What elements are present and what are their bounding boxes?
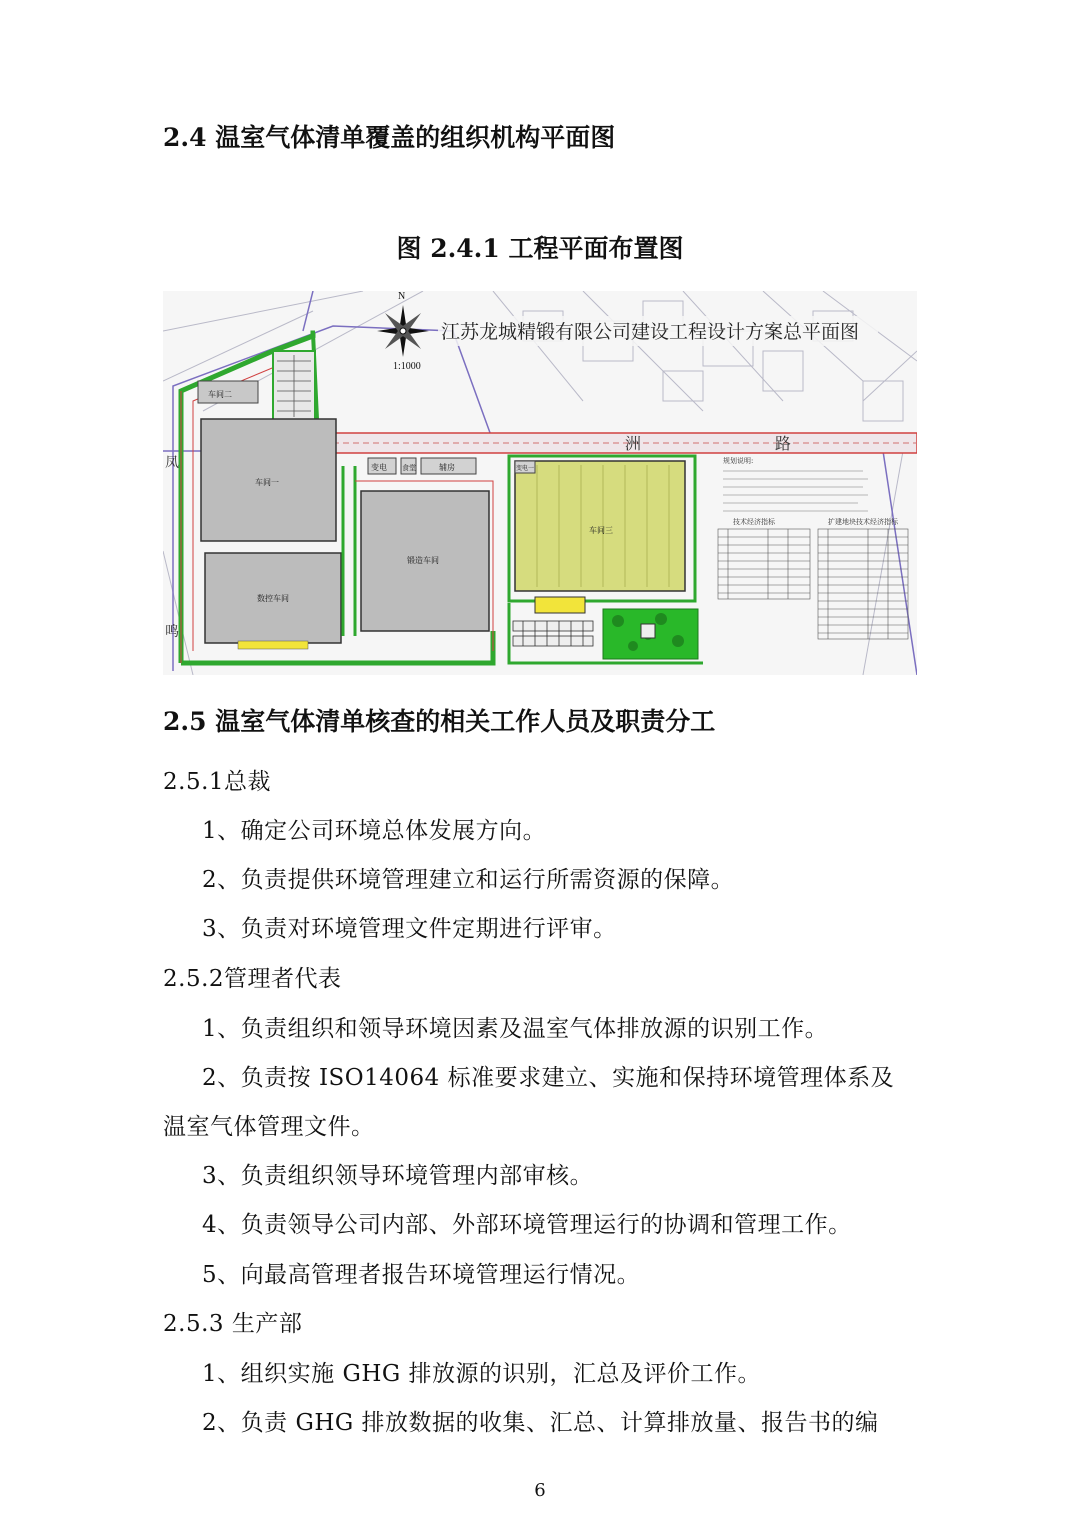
main-road [313, 433, 917, 453]
list-item: 4、负责领导公司内部、外部环境管理运行的协调和管理工作。 [202, 1212, 852, 1238]
figure-caption: 图 2.4.1 工程平面布置图 [396, 234, 684, 263]
list-item: 2、负责按 ISO14064 标准要求建立、实施和保持环境管理体系及 [202, 1065, 895, 1091]
section-2-5-heading: 2.5 温室气体清单核查的相关工作人员及职责分工 [163, 707, 716, 736]
building-2-label: 数控车间 [257, 594, 289, 603]
table-title-2: 扩建地块技术经济指标 [828, 518, 898, 526]
notes-block [723, 456, 899, 526]
side-label-1: 凤 [165, 456, 179, 471]
list-item: 3、负责组织领导环境管理内部审核。 [202, 1163, 594, 1189]
road-label-2: 路 [775, 436, 792, 453]
subsection-2-5-2-heading: 2.5.2管理者代表 [163, 966, 342, 992]
small-building-5-label: 车间二 [208, 390, 232, 399]
list-item: 1、确定公司环境总体发展方向。 [202, 818, 547, 844]
table-title-1: 技术经济指标 [733, 518, 775, 526]
list-item: 2、负责 GHG 排放数据的收集、汇总、计算排放量、报告书的编 [202, 1410, 879, 1436]
notes-title: 规划说明: [723, 457, 754, 465]
small-building-2-label: 食堂 [402, 464, 416, 472]
building-4-label: 车间三 [589, 526, 613, 535]
building-3-label: 锻造车间 [407, 556, 439, 565]
north-label: N [398, 291, 406, 302]
small-building-3-label: 辅房 [439, 463, 455, 472]
subsection-2-5-1-heading: 2.5.1总裁 [163, 769, 272, 795]
list-item: 温室气体管理文件。 [163, 1114, 375, 1140]
list-item: 3、负责对环境管理文件定期进行评审。 [202, 916, 617, 942]
section-2-4-heading: 2.4 温室气体清单覆盖的组织机构平面图 [163, 123, 616, 152]
list-item: 1、负责组织和领导环境因素及温室气体排放源的识别工作。 [202, 1016, 829, 1042]
subsection-2-5-3-heading: 2.5.3 生产部 [163, 1311, 303, 1337]
plan-title: 江苏龙城精锻有限公司建设工程设计方案总平面图 [441, 321, 860, 343]
page-number: 6 [534, 1480, 546, 1501]
building-1-label: 车间一 [255, 478, 279, 487]
scale-label: 1:1000 [393, 361, 421, 372]
road-label-1: 洲 [625, 436, 642, 453]
list-item: 5、向最高管理者报告环境管理运行情况。 [202, 1262, 641, 1288]
list-item: 1、组织实施 GHG 排放源的识别，汇总及评价工作。 [202, 1361, 762, 1387]
north-arrow-icon [377, 305, 429, 357]
small-building-4-label: 变电一 [516, 465, 535, 472]
small-building-1-label: 变电 [371, 463, 387, 472]
site-plan-figure [163, 291, 917, 675]
side-label-2: 鸣 [165, 625, 179, 640]
list-item: 2、负责提供环境管理建立和运行所需资源的保障。 [202, 867, 735, 893]
